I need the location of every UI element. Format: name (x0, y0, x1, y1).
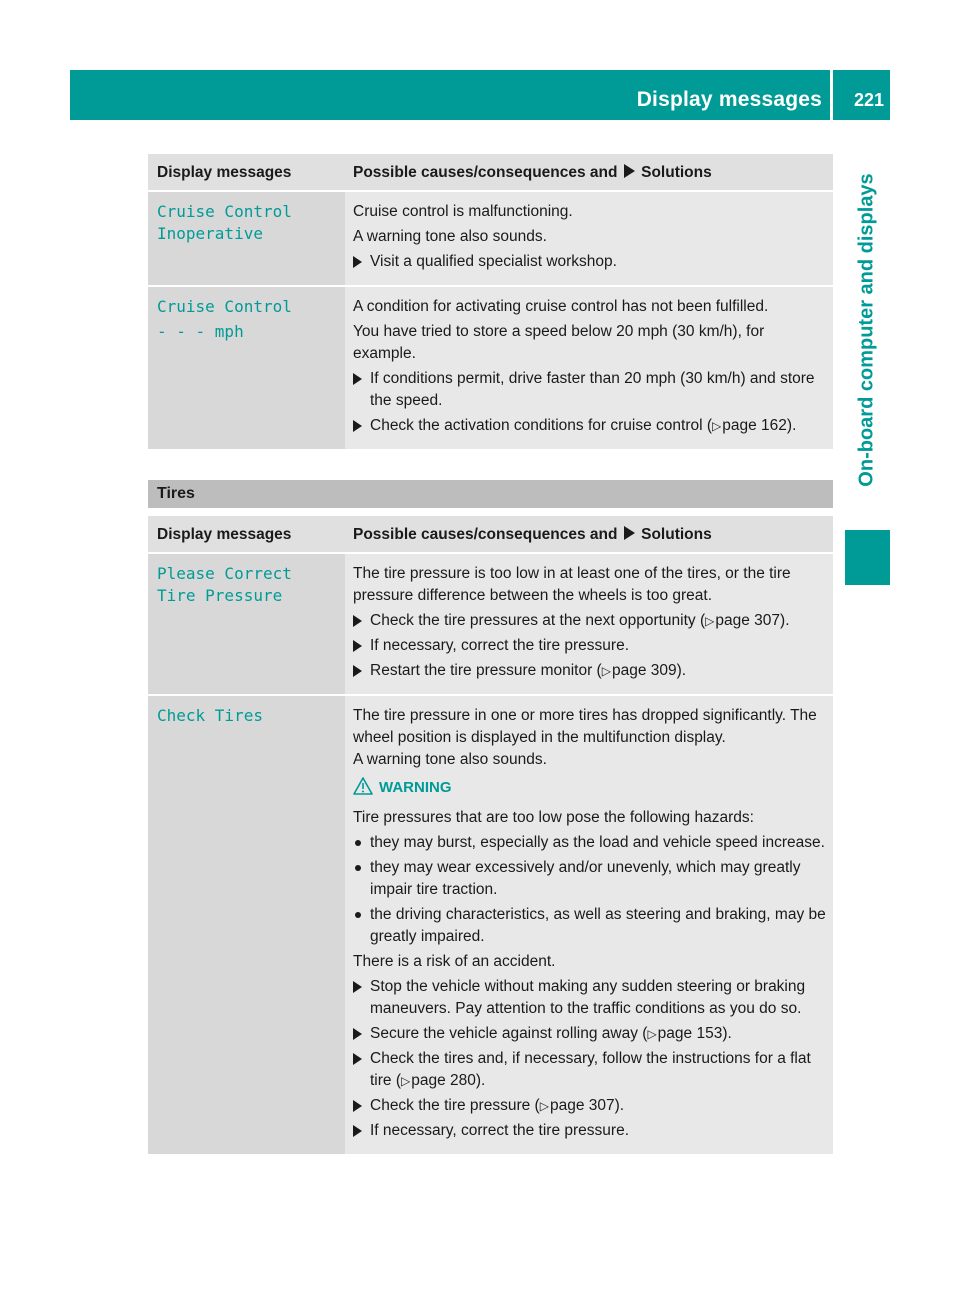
warning-triangle-icon (353, 777, 373, 795)
header-causes-solutions: Possible causes/consequences and Solutions (345, 154, 833, 190)
header-causes-solutions: Possible causes/consequences and Solutions (345, 516, 833, 552)
solutions-arrow-icon (624, 526, 635, 540)
solution-step: Restart the tire pressure monitor (▷page 309). (353, 660, 829, 682)
bullet-icon (355, 840, 361, 846)
step-arrow-icon (353, 420, 362, 432)
page-header (70, 70, 890, 120)
step-arrow-icon (353, 615, 362, 627)
page-reference-link[interactable]: page 280). (411, 1072, 486, 1089)
table-row (148, 287, 833, 449)
step-arrow-icon (353, 981, 362, 993)
page-ref-icon: ▷ (539, 1099, 549, 1113)
page-ref-icon: ▷ (712, 419, 722, 433)
cruise-control-table (148, 152, 833, 451)
step-arrow-icon (353, 1028, 362, 1040)
page-ref-icon: ▷ (647, 1027, 657, 1041)
table-row (148, 192, 833, 285)
bullet-icon (355, 912, 361, 918)
display-message: Cruise Control Inoperative (148, 192, 345, 285)
page-reference-link[interactable]: page 153). (657, 1025, 732, 1042)
solution-step: If necessary, correct the tire pressure. (353, 635, 829, 657)
list-item: they may burst, especially as the load and vehicle speed increase. (353, 832, 829, 854)
list-item: they may wear excessively and/or unevenly, which may greatly impair tire traction. (353, 857, 829, 901)
solution-step: Check the activation conditions for cruise control (▷page 162). (353, 415, 829, 437)
warning-heading: WARNING (353, 777, 829, 799)
page-ref-icon: ▷ (401, 1074, 411, 1088)
solution-step: Check the tires and, if necessary, follow the instructions for a flat tire (▷page 280). (353, 1048, 829, 1092)
table-row (148, 554, 833, 694)
page-number: 221 (853, 90, 884, 110)
list-item: the driving characteristics, as well as steering and braking, may be greatly impaired. (353, 904, 829, 948)
page-reference-link[interactable]: page 162). (722, 417, 797, 434)
page-reference-link[interactable]: page 307). (549, 1097, 625, 1114)
step-arrow-icon (353, 373, 362, 385)
header-divider (830, 70, 833, 120)
header-title: Display messages (636, 88, 822, 111)
causes-solutions: A condition for activating cruise control has not been fulfilled. You have tried to store a speed below 20 mph (30 km/h), for example. If conditions permit, drive faster than 20 mph (30 km/h) and store the speed. Check the activation conditions for cruise control (▷page 162). (345, 287, 833, 449)
section-title-tires: Tires (148, 480, 833, 508)
solution-step: If necessary, correct the tire pressure. (353, 1120, 829, 1142)
display-message: Please Correct Tire Pressure (148, 554, 345, 694)
tires-table (148, 514, 833, 1156)
solution-step: Stop the vehicle without making any sudden steering or braking maneuvers. Pay attention to the traffic conditions as you do so. (353, 976, 829, 1020)
header-display-messages: Display messages (148, 516, 345, 552)
page-ref-icon: ▷ (705, 614, 715, 628)
side-section-tab (845, 160, 890, 500)
display-message: Cruise Control - - - mph (148, 287, 345, 449)
header-display-messages: Display messages (148, 154, 345, 190)
bullet-icon (355, 865, 361, 871)
page-reference-link[interactable]: page 307). (715, 612, 790, 629)
step-arrow-icon (353, 1125, 362, 1137)
solution-step: If conditions permit, drive faster than 20 mph (30 km/h) and store the speed. (353, 368, 829, 412)
solution-step: Check the tire pressure (▷page 307). (353, 1095, 829, 1117)
step-arrow-icon (353, 1053, 362, 1065)
solution-step: Visit a qualified specialist workshop. (353, 251, 829, 273)
side-tab-marker (845, 530, 890, 585)
table-header (148, 154, 833, 190)
step-arrow-icon (353, 256, 362, 268)
side-tab-label: On-board computer and displays (855, 173, 878, 487)
table-header (148, 516, 833, 552)
solution-step: Secure the vehicle against rolling away (▷page 153). (353, 1023, 829, 1045)
display-message: Check Tires (148, 696, 345, 1154)
causes-solutions: Cruise control is malfunctioning. A warning tone also sounds. Visit a qualified specialist workshop. (345, 192, 833, 285)
table-row (148, 696, 833, 1154)
page-ref-icon: ▷ (601, 664, 611, 678)
step-arrow-icon (353, 1100, 362, 1112)
solution-step: Check the tire pressures at the next opportunity (▷page 307). (353, 610, 829, 632)
causes-solutions: The tire pressure is too low in at least one of the tires, or the tire pressure difference between the wheels is too great. Check the tire pressures at the next opportunity (▷page 307). If necessary, correct the tire pressure. Restart the tire pressure monitor (▷page 309). (345, 554, 833, 694)
step-arrow-icon (353, 665, 362, 677)
page-reference-link[interactable]: page 309). (611, 662, 687, 679)
solutions-arrow-icon (624, 164, 635, 178)
step-arrow-icon (353, 640, 362, 652)
causes-solutions: The tire pressure in one or more tires has dropped significantly. The wheel position is displayed in the multifunction display. A warning tone also sounds. WARNING Tire pressures that are too low pose the following hazards: they may burst, especially as the load and vehicle speed increase. they may wear excessively and/or unevenly, which may greatly impair tire traction. the driving characteristics, as well as steering and braking, may be greatly impaired. There is a risk of an accident. Stop the vehicle without making any sudden steering or braking maneuvers. Pay attention to the traffic conditions as you do so. Secure the vehicle against rolling away (▷page 153). Check the tires and, if necessary, follow the instructions for a flat tire (▷page 280). Check the tire pressure (▷page 307). If necessary, correct the tire pressure. (345, 696, 833, 1154)
